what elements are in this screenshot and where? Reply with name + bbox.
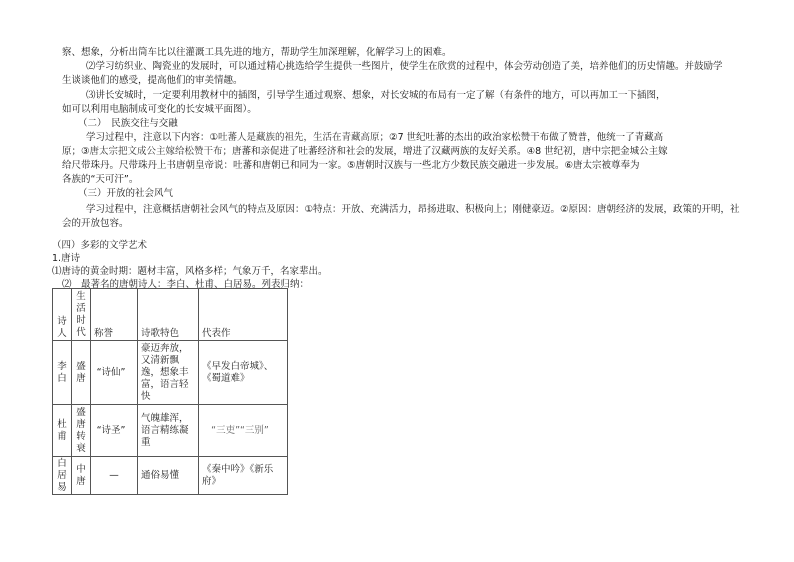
cell-poet: 白居易	[53, 457, 72, 495]
table-header-row	[53, 289, 288, 341]
cell-era: 盛唐	[72, 341, 91, 405]
cell-poet: 杜甫	[53, 405, 72, 457]
cell-feature: 豪迈奔放，又清新飘逸，想象丰富，语言轻快	[138, 341, 199, 405]
text-line: 生谈谈他们的感受，提高他们的审美情趣。	[62, 75, 243, 86]
text-line	[86, 132, 663, 144]
subsection-heading: 1.唐诗	[52, 253, 81, 264]
cell-works: “三吏”“三别”	[199, 405, 288, 457]
cell-title: —	[91, 457, 138, 495]
text-line: ⑵学习纺织业、陶瓷业的发展时，可以通过精心挑选给学生提供一些图片，使学生在欣赏的过程中，体会劳动创造了美，培养他们的历史情趣。并鼓励学	[86, 61, 723, 72]
header-cell-title: 称誉	[91, 289, 138, 341]
text-line: 如可以利用电脑制成可变化的长安城平面图）。	[62, 104, 257, 115]
text-line: 学习过程中，注意概括唐朝社会风气的特点及原因：①特点：开放、充满活力，昂扬进取、积极向上；刚健豪迈。②原因：唐朝经济的发展，政策的开明，社	[86, 204, 740, 215]
header-cell-poet: 诗人	[53, 289, 72, 341]
cell-era: 盛唐转衰	[72, 405, 91, 457]
section-heading: （四）多彩的文学艺术	[52, 240, 148, 251]
cell-feature: 气魄雄浑，语言精练凝重	[138, 405, 199, 457]
cell-feature: 通俗易懂	[138, 457, 199, 495]
text-line: 各族的“天可汗”。	[62, 174, 139, 185]
text-line: 给尺带珠丹。尺带珠丹上书唐朝皇帝说：吐蕃和唐朝已和同为一家。⑤唐朝时汉族与一些北方少数民族交融进一步发展。⑥唐太宗被尊奉为	[62, 160, 640, 171]
section-heading: （二） 民族交往与交融	[78, 118, 178, 129]
table-row	[53, 341, 288, 405]
text-segment-serif: 吐蕃人是藏族的祖先，生活在青藏高原	[218, 132, 380, 143]
text-line: 察、想象，分析出筒车比以往灌溉工具先进的地方，帮助学生加深理解，化解学习上的困难。	[62, 47, 452, 58]
cell-title: “诗圣”	[91, 405, 138, 457]
text-line: ⑵ 最著名的唐朝诗人：李白、杜甫、白居易。列表归纳：	[62, 279, 310, 290]
cell-title: “诗仙”	[91, 341, 138, 405]
text-line: 会的开放包容。	[62, 218, 129, 229]
cell-poet: 李白	[53, 341, 72, 405]
text-segment-serif: 唐太宗把文成公主嫁给松赞干布	[89, 146, 223, 157]
header-cell-works: 代表作	[199, 289, 288, 341]
section-heading: （三）开放的社会风气	[78, 188, 174, 199]
text-line: ⑴唐诗的黄金时期：题材丰富，风格多样；气象万千，名家辈出。	[52, 266, 328, 277]
text-line	[62, 146, 668, 158]
header-cell-feature: 诗歌特色	[138, 289, 199, 341]
table-row	[53, 457, 288, 495]
text-segment: ；唐蕃和亲促进了吐蕃经济和社会的发展，增进了汉藏两族的友好关系。④8 世纪初，唐中宗把金城公主嫁	[222, 146, 668, 157]
header-cell-era: 生活时代	[72, 289, 91, 341]
poets-table	[52, 288, 288, 495]
cell-works: 《秦中吟》《新乐府》	[199, 457, 288, 495]
text-segment: ；②7 世纪吐蕃的杰出的政治家松赞干布做了赞普，他统一了青藏高	[379, 132, 664, 143]
cell-era: 中唐	[72, 457, 91, 495]
text-segment: 原；③	[62, 146, 90, 157]
cell-works: 《早发白帝城》、《蜀道难》	[199, 341, 288, 405]
text-segment: 学习过程中，注意以下内容：①	[86, 132, 219, 143]
text-line: ⑶讲长安城时，一定要利用教材中的插图，引导学生通过观察、想象，对长安城的布局有一定了解（有条件的地方，可以再加工一下插图，	[86, 90, 666, 101]
table-row	[53, 405, 288, 457]
